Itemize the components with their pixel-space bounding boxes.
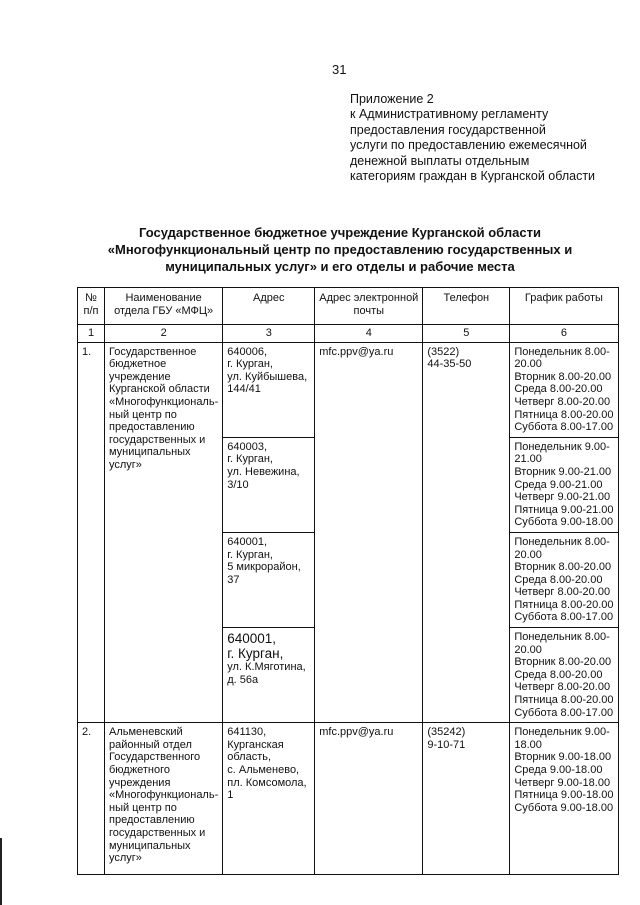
column-number: 1	[78, 325, 105, 343]
header-email: Адрес электронной почты	[315, 288, 423, 325]
header-address: Адрес	[223, 288, 315, 325]
appendix-note	[350, 92, 595, 184]
office-name: Государственное бюджетное учреждение Курганской области «Многофункциональ- ный центр по предоставлению государственных и муниципальных услуг»	[105, 342, 223, 723]
office-phone: (3522) 44-35-50	[423, 342, 510, 723]
header-schedule: График работы	[510, 288, 618, 325]
header-row	[78, 288, 619, 325]
column-number: 2	[105, 325, 223, 343]
title-line: Государственное бюджетное учреждение Курганской области	[139, 225, 541, 240]
office-schedule: Понедельник 8.00- 20.00 Вторник 8.00-20.00 Среда 8.00-20.00 Четверг 8.00-20.00 Пятница 8.00-20.00 Суббота 8.00-17.00	[510, 342, 618, 437]
appendix-line: денежной выплаты отдельным	[350, 153, 530, 168]
office-name: Альменевский районный отдел Государственного бюджетного учреждения «Многофункциональ- ный центр по предоставлению государственных и муниципальных услуг»	[105, 723, 223, 875]
column-number: 3	[223, 325, 315, 343]
column-number: 5	[423, 325, 510, 343]
scan-edge-mark	[0, 838, 2, 905]
row-number: 1.	[78, 342, 105, 723]
appendix-line: Приложение 2	[350, 92, 434, 106]
column-number: 4	[315, 325, 423, 343]
column-number: 6	[510, 325, 618, 343]
header-name: Наименование отдела ГБУ «МФЦ»	[105, 288, 223, 325]
offices-table	[77, 287, 619, 875]
table-row	[78, 723, 619, 875]
office-email: mfc.ppv@ya.ru	[315, 342, 423, 723]
office-address: 640006, г. Курган, ул. Куйбышева, 144/41	[223, 342, 315, 437]
page-number: 31	[332, 62, 347, 77]
appendix-line: предоставления государственной	[350, 122, 546, 137]
header-num: № п/п	[78, 288, 105, 325]
column-numbers-row	[78, 325, 619, 343]
appendix-line: категориям граждан в Курганской области	[350, 169, 596, 184]
table-row	[78, 342, 619, 437]
office-schedule: Понедельник 8.00- 20.00 Вторник 8.00-20.00 Среда 8.00-20.00 Четверг 8.00-20.00 Пятница 8.00-20.00 Суббота 8.00-17.00	[510, 628, 618, 723]
document-title	[60, 224, 620, 275]
office-schedule: Понедельник 9.00- 18.00 Вторник 9.00-18.00 Среда 9.00-18.00 Четверг 9.00-18.00 Пятница 9.00-18.00 Суббота 9.00-18.00	[510, 723, 618, 875]
appendix-line: услуги по предоставлению ежемесячной	[350, 138, 587, 153]
row-number: 2.	[78, 723, 105, 875]
office-address: 640001, г. Курган, 5 микрорайон, 37	[223, 532, 315, 627]
office-address: 640001, г. Курган, ул. К.Мяготина, д. 56а	[223, 628, 315, 723]
title-line: муниципальных услуг» и его отделы и рабочие места	[165, 259, 515, 274]
office-address: 640003, г. Курган, ул. Невежина, 3/10	[223, 437, 315, 532]
office-address: 641130, Курганская область, с. Альменево, пл. Комсомола, 1	[223, 723, 315, 875]
office-schedule: Понедельник 8.00- 20.00 Вторник 8.00-20.00 Среда 8.00-20.00 Четверг 8.00-20.00 Пятница 8.00-20.00 Суббота 8.00-17.00	[510, 532, 618, 627]
office-phone: (35242) 9-10-71	[423, 723, 510, 875]
title-line: «Многофункциональный центр по предоставлению государственных и	[107, 242, 573, 257]
office-schedule: Понедельник 9.00- 21.00 Вторник 9.00-21.00 Среда 9.00-21.00 Четверг 9.00-21.00 Пятница 9.00-21.00 Суббота 9.00-18.00	[510, 437, 618, 532]
office-email: mfc.ppv@ya.ru	[315, 723, 423, 875]
appendix-line: к Административному регламенту	[350, 107, 549, 122]
header-phone: Телефон	[423, 288, 510, 325]
